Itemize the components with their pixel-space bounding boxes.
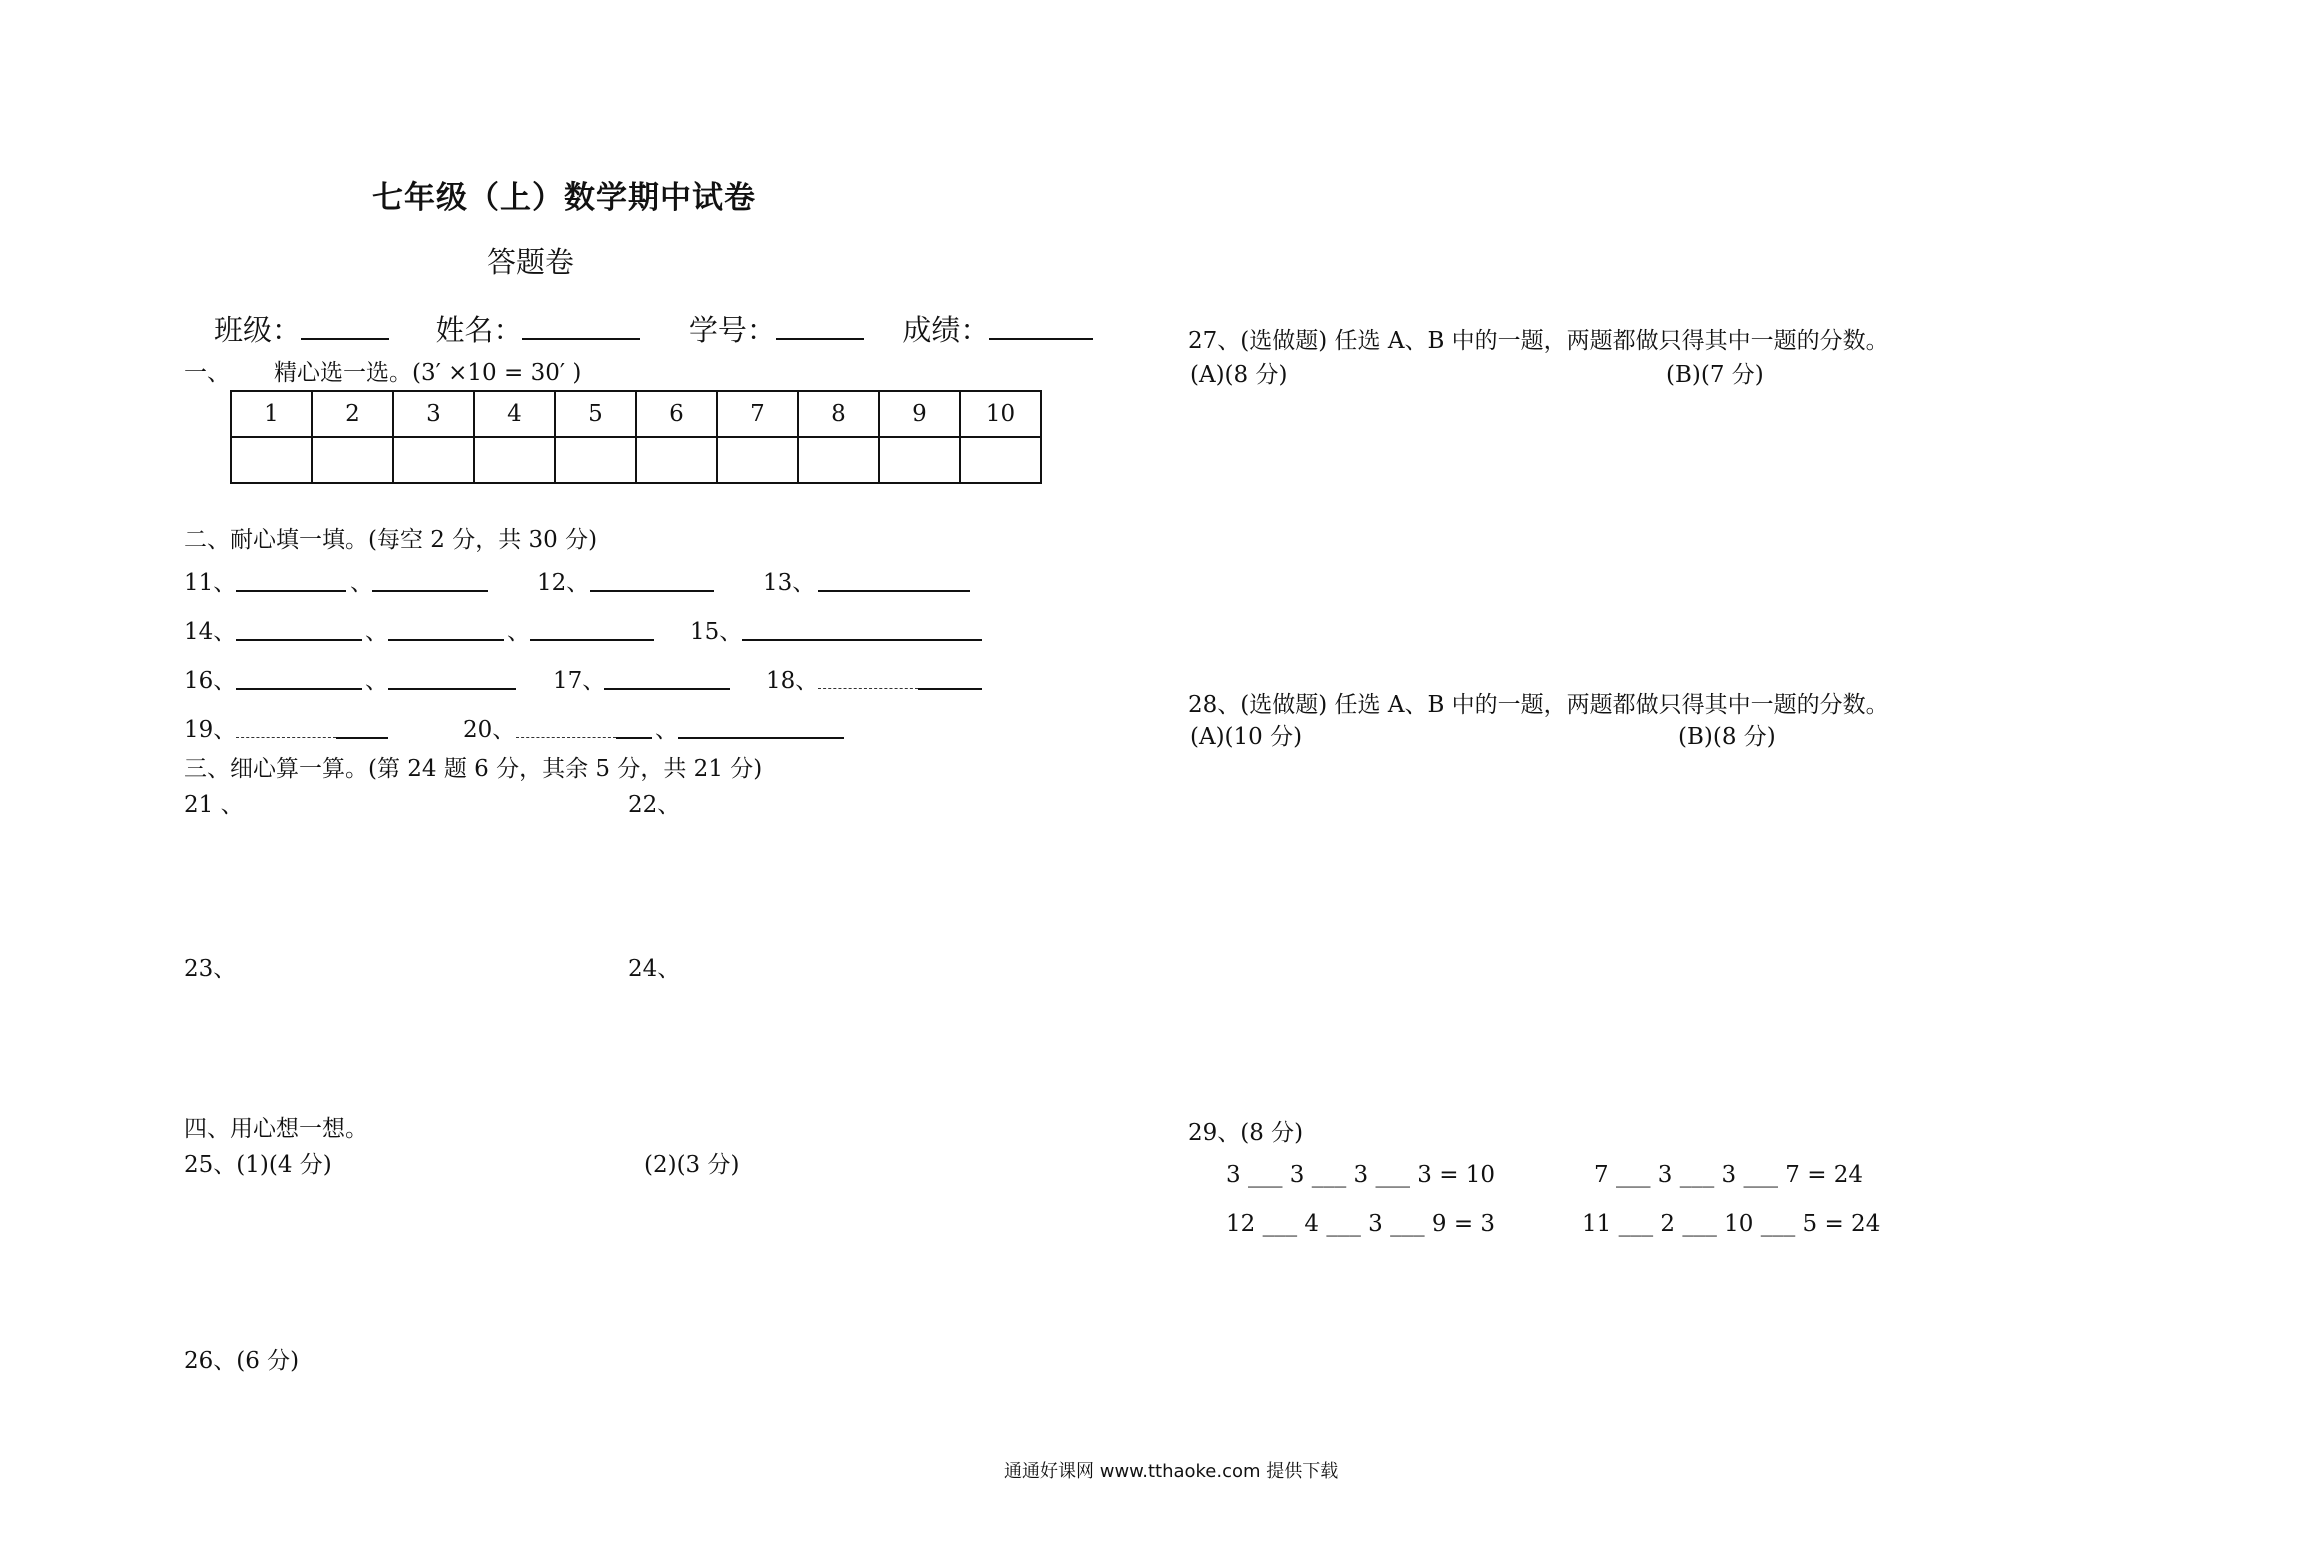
answer-number: 1: [231, 391, 312, 437]
q13-label: 13、: [763, 570, 816, 596]
section4-title: 四、用心想一想。: [184, 1116, 368, 1142]
q29-equation-2: 7 ___ 3 ___ 3 ___ 7 = 24: [1594, 1162, 1864, 1188]
q20-blank-dashed[interactable]: [516, 715, 616, 738]
q12-blank[interactable]: [590, 568, 714, 592]
q11-label: 11、: [184, 570, 237, 596]
section1-title: 精心选一选。(3′ ×10 = 30′ ): [274, 360, 582, 386]
class-blank[interactable]: [301, 316, 389, 340]
q29-equation-1: 3 ___ 3 ___ 3 ___ 3 = 10: [1226, 1162, 1496, 1188]
q29-equation-4: 11 ___ 2 ___ 10 ___ 5 = 24: [1582, 1211, 1881, 1237]
q25-part1: 25、(1)(4 分): [184, 1152, 332, 1178]
q20-blank-1[interactable]: [616, 715, 652, 739]
student-id-label: 学号：: [688, 313, 776, 347]
q13-blank[interactable]: [818, 568, 970, 592]
answer-cell[interactable]: [879, 437, 960, 483]
q14-blank-2[interactable]: [388, 617, 504, 641]
q25-part2: (2)(3 分): [644, 1152, 740, 1178]
q29-equation-3: 12 ___ 4 ___ 3 ___ 9 = 3: [1226, 1211, 1496, 1237]
q16-blank-1[interactable]: [236, 666, 362, 690]
answer-number: 9: [879, 391, 960, 437]
answer-table-header-row: [231, 391, 1041, 437]
q19-blank[interactable]: [336, 715, 388, 739]
q15-blank[interactable]: [742, 617, 982, 641]
answer-cell[interactable]: [960, 437, 1041, 483]
section1-label: 一、: [184, 360, 230, 386]
name-blank[interactable]: [522, 316, 640, 340]
q27-text: 27、(选做题) 任选 A、B 中的一题，两题都做只得其中一题的分数。: [1188, 328, 1889, 354]
q14-sep-1: 、: [365, 619, 388, 645]
q17-blank[interactable]: [604, 666, 730, 690]
class-label: 班级：: [214, 313, 302, 347]
q28-text: 28、(选做题) 任选 A、B 中的一题，两题都做只得其中一题的分数。: [1188, 692, 1889, 718]
q27-option-a: (A)(8 分): [1190, 362, 1288, 388]
q15-label: 15、: [690, 619, 743, 645]
q17-label: 17、: [553, 668, 606, 694]
answer-table: [230, 390, 1042, 484]
page-subtitle: 答题卷: [487, 245, 575, 279]
answer-number: 2: [312, 391, 393, 437]
q14-blank-3[interactable]: [530, 617, 654, 641]
answer-number: 7: [717, 391, 798, 437]
q20-label: 20、: [463, 717, 516, 743]
q12-label: 12、: [537, 570, 590, 596]
answer-cell[interactable]: [798, 437, 879, 483]
footer-text: 通通好课网 www.tthaoke.com 提供下载: [1004, 1461, 1339, 1482]
answer-cell[interactable]: [393, 437, 474, 483]
q22-label: 22、: [628, 792, 681, 818]
q14-sep-2: 、: [507, 619, 530, 645]
answer-cell[interactable]: [474, 437, 555, 483]
score-blank[interactable]: [989, 316, 1093, 340]
score-label: 成绩：: [902, 313, 990, 347]
answer-cell[interactable]: [312, 437, 393, 483]
q21-label: 21 、: [184, 792, 244, 818]
q20-sep: 、: [655, 717, 678, 743]
answer-cell[interactable]: [555, 437, 636, 483]
q19-blank-dashed[interactable]: [236, 715, 336, 738]
answer-number: 8: [798, 391, 879, 437]
page-title: 七年级（上）数学期中试卷: [372, 180, 756, 216]
q14-blank-1[interactable]: [236, 617, 362, 641]
q26-label: 26、(6 分): [184, 1348, 300, 1374]
answer-number: 10: [960, 391, 1041, 437]
q14-label: 14、: [184, 619, 237, 645]
answer-table-blank-row: [231, 437, 1041, 483]
q18-label: 18、: [766, 668, 819, 694]
q18-blank-dashed[interactable]: [818, 666, 918, 689]
q28-option-a: (A)(10 分): [1190, 724, 1303, 750]
q20-blank-2[interactable]: [678, 715, 844, 739]
answer-cell[interactable]: [636, 437, 717, 483]
answer-cell[interactable]: [231, 437, 312, 483]
answer-number: 5: [555, 391, 636, 437]
answer-cell[interactable]: [717, 437, 798, 483]
q23-label: 23、: [184, 956, 237, 982]
q18-blank[interactable]: [918, 666, 982, 690]
q27-option-b: (B)(7 分): [1666, 362, 1764, 388]
q19-label: 19、: [184, 717, 237, 743]
q11-blank-2[interactable]: [372, 568, 488, 592]
section3-title: 三、细心算一算。(第 24 题 6 分，其余 5 分，共 21 分): [184, 756, 763, 782]
q16-sep: 、: [365, 668, 388, 694]
student-info-row: [214, 308, 1093, 349]
q24-label: 24、: [628, 956, 681, 982]
answer-number: 6: [636, 391, 717, 437]
section2-title: 二、耐心填一填。(每空 2 分，共 30 分): [184, 527, 598, 553]
q11-blank-1[interactable]: [236, 568, 346, 592]
q28-option-b: (B)(8 分): [1678, 724, 1776, 750]
name-label: 姓名：: [435, 313, 523, 347]
student-id-blank[interactable]: [776, 316, 864, 340]
q29-label: 29、(8 分): [1188, 1120, 1304, 1146]
q16-label: 16、: [184, 668, 237, 694]
answer-number: 4: [474, 391, 555, 437]
q16-blank-2[interactable]: [388, 666, 516, 690]
answer-number: 3: [393, 391, 474, 437]
q11-sep: 、: [350, 570, 373, 596]
